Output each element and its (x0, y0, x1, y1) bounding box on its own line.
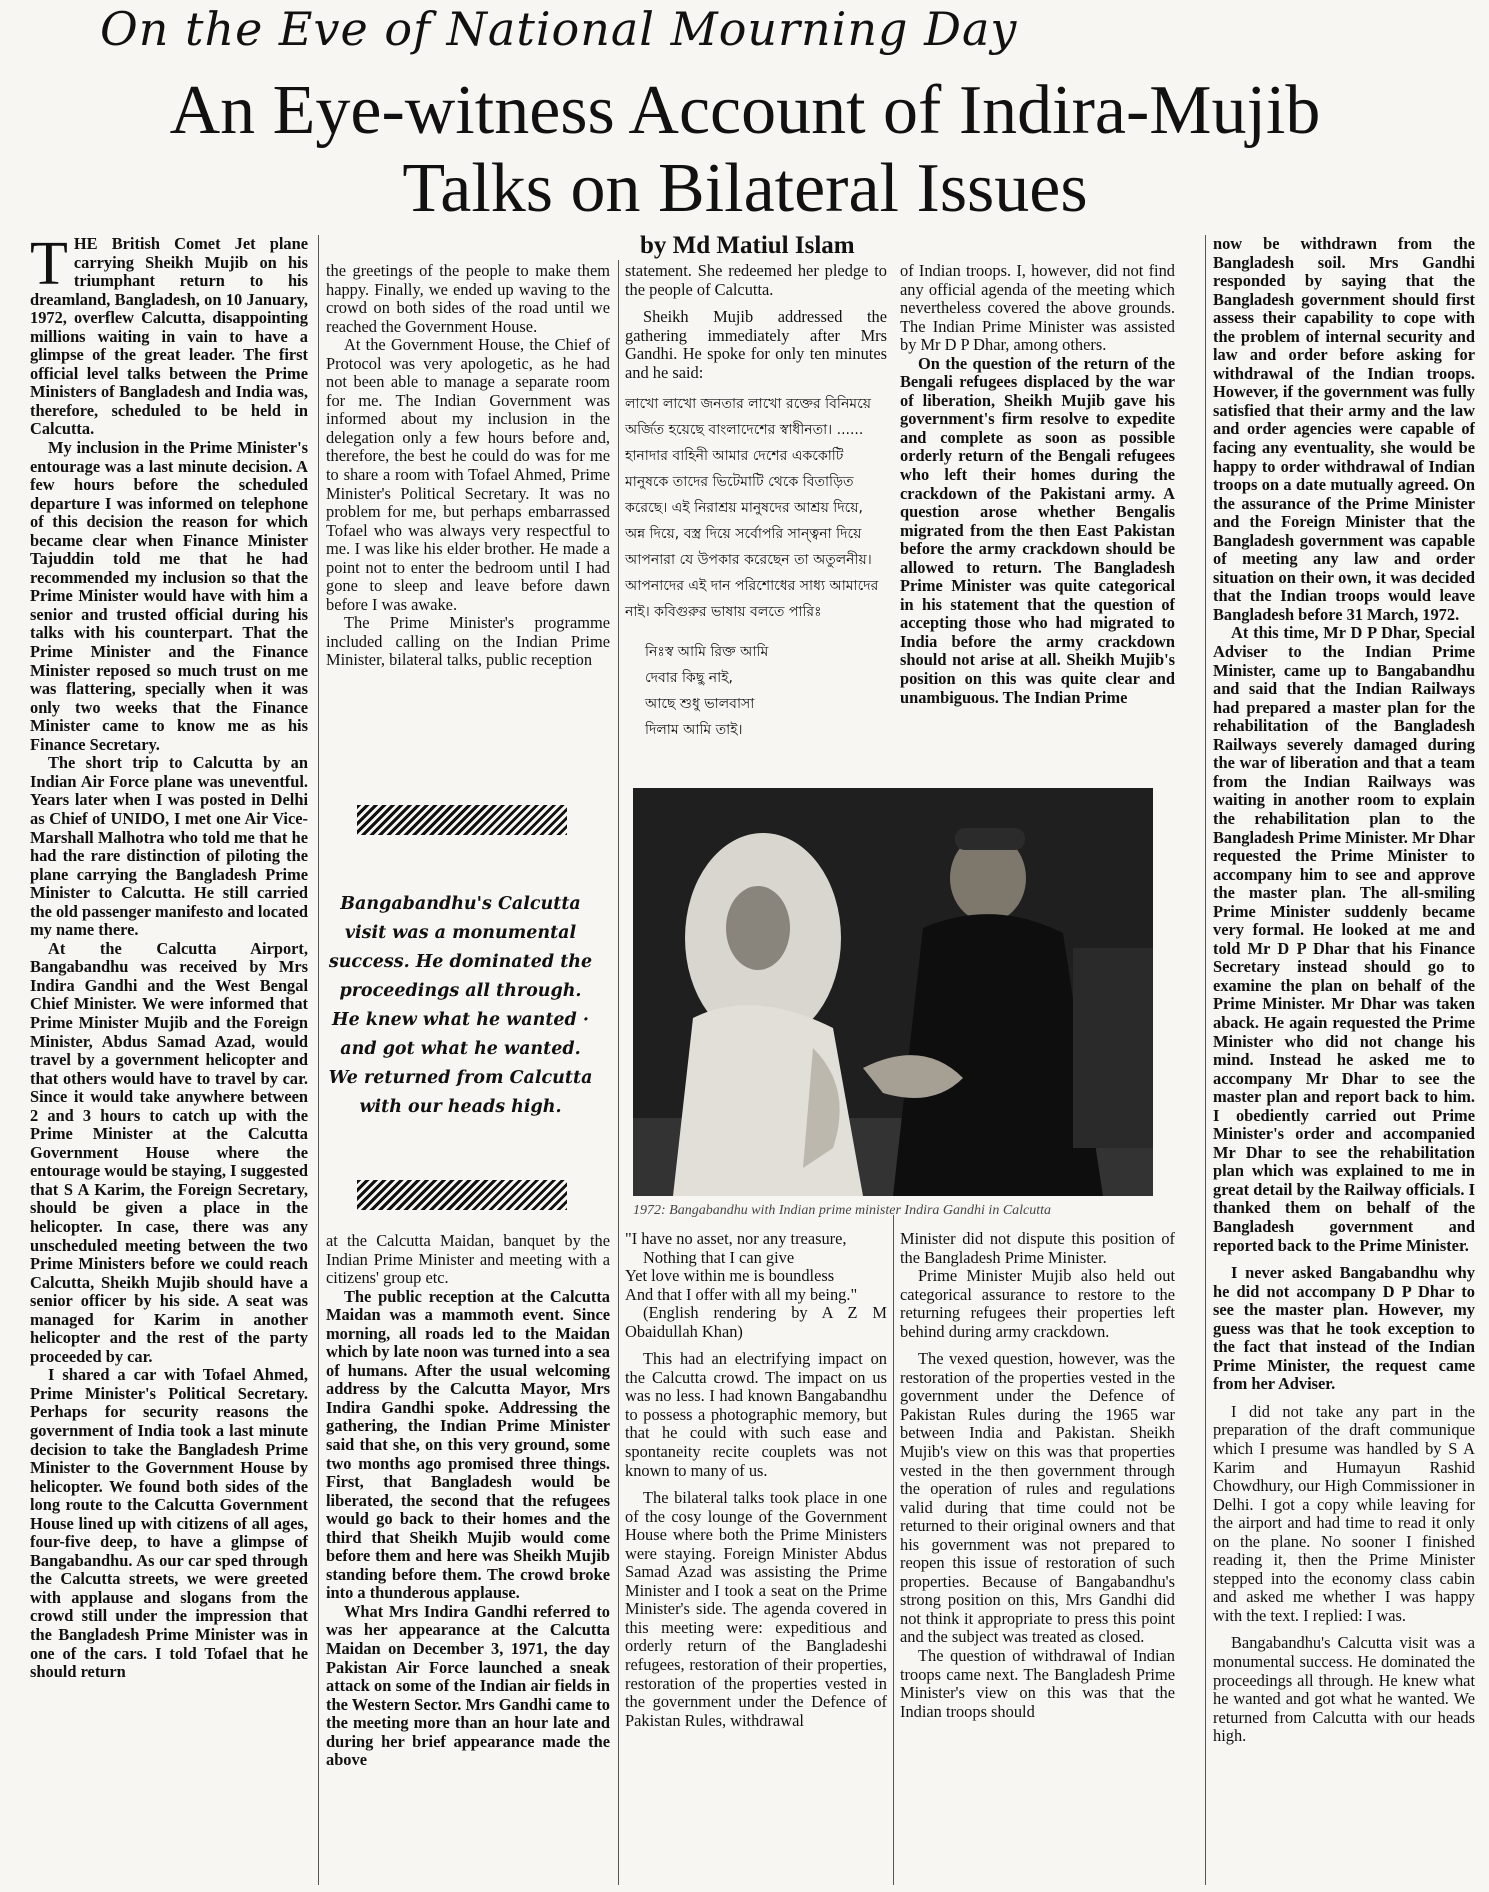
column-rule (318, 235, 319, 1885)
paragraph: The Prime Minister's programme included calling on the Indian Prime Minister, bilateral talks, public reception (326, 613, 610, 670)
paragraph: My inclusion in the Prime Minister's entourage was a last minute decision. A few hours before the scheduled departure I was informed on telephone of this decision the reason for which became clear when Finance Minister Tajuddin told me that he had recommended my inclusion so that the Prime Minister would have with him a senior and trusted official during his talks with his counterpart. That the Prime Minister and the Finance Minister reposed so much trust on me was flattering, specially when it was only two weeks that the Finance Minister came to know me as his Finance Secretary. (30, 438, 308, 754)
paragraph: The bilateral talks took place in one of the cosy lounge of the Government House where both the Prime Ministers were staying. Foreign Minister Abdus Samad Azad was assisting the Prime Minister and I took a seat on the Prime Minister's side. The agenda covered in this meeting were: expeditious and orderly return of the Bangladeshi refugees, restoration of their properties, restoration of the properties vested in the government under the Defence of Pakistan Rules, withdrawal (625, 1488, 887, 1730)
column-rule (1205, 235, 1206, 1885)
paragraph: Bangabandhu's Calcutta visit was a monumental success. He dominated the proceedings all through. He knew what he wanted and got what he wanted. We returned from Calcutta with our heads high. (1213, 1633, 1475, 1746)
paragraph: statement. She redeemed her pledge to the people of Calcutta. (625, 262, 887, 299)
paragraph: At this time, Mr D P Dhar, Special Adviser to the Indian Prime Minister, came up to Bangabandhu and said that the Indian Railways had prepared a master plan for the rehabilitation of the Bangladesh Railways severely damaged during the war of liberation and that a team from the Indian Railways was waiting in another room to explain the rehabilitation plan to the Bangladesh Prime Minister. Mr Dhar requested the Prime Minister to accompany him to see and approve the master plan. The all-smiling Prime Minister suddenly became very formal. He looked at me and told Mr D P Dhar that his Finance Secretary instead should go to examine the plan on behalf of the Prime Minister. Mr Dhar was taken aback. He again requested the Prime Minister who did not change his mind. Instead he asked me to accompany Mr Dhar to see the master plan and report back to him. I obediently carried out Prime Minister's order and accompanied Mr Dhar to see the rehabilitation plan which was explained to me in great detail by the Railway officials. I thanked them on behalf of the Bangladesh government and reported back to the Prime Minister. (1213, 623, 1475, 1255)
paragraph: I did not take any part in the preparation of the draft communique which I presume was handled by S A Karim and Humayun Rashid Chowdhury, our High Commissioner in Delhi. I got a copy while leaving for the airport and had time to read it only on the plane. No sooner I finished reading it, then the Prime Minister stepped into the economy class cabin and asked me whether I was happy with the text. I replied: I was. (1213, 1401, 1475, 1625)
kicker: On the Eve of National Mourning Day (100, 2, 1018, 56)
bengali-speech: লাখো লাখো জনতার লাখো রক্তের বিনিময়ে অর্জিত হয়েছে বাংলাদেশের স্বাধীনতা। ...... হানাদার বাহিনী আমার দেশের এককোটি মানুষকে তাদের ভিটেমাটি থেকে বিতাড়িত করেছে। এই নিরাশ্রয় মানুষদের আশ্রয় দিয়ে, অন্ন দিয়ে, বস্ত্র দিয়ে সর্বোপরি সান্ত্বনা দিয়ে আপনারা যে উপকার করেছেন তা অতুলনীয়। আপনাদের এই দান পরিশোধের সাধ্য আমাদের নাই। কবিগুরুর ভাষায় বলতে পারিঃ (625, 396, 879, 621)
paragraph: of Indian troops. I, however, did not find any official agenda of the meeting which nevertheless covered the above grounds. The Indian Prime Minister was assisted by Mr D P Dhar, among others. (900, 262, 1175, 355)
paragraph: What Mrs Indira Gandhi referred to was her appearance at the Calcutta Maidan on December 3, 1971, the day Pakistan Air Force launched a sneak attack on some of the Indian air fields in the Western Sector. Mrs Gandhi came to the meeting more than an hour late and during her brief appearance made the above (326, 1601, 610, 1770)
article-column-2-top (326, 262, 610, 802)
paragraph: Sheikh Mujib addressed the gathering immediately after Mrs Gandhi. He spoke for only ten minutes and he said: (625, 307, 887, 382)
article-column-3-top (625, 262, 887, 782)
headline-line-2: Talks on Bilateral Issues (402, 150, 1088, 227)
photo-caption: 1972: Bangabandhu with Indian prime minister Indira Gandhi in Calcutta (633, 1203, 1052, 1218)
column-rule (893, 1215, 894, 1885)
paragraph: Yet love within me is boundless (625, 1266, 835, 1286)
paragraph: at the Calcutta Maidan, banquet by the Indian Prime Minister and meeting with a citizens' group etc. (326, 1232, 610, 1288)
article-column-4-top (900, 262, 1175, 782)
paragraph: At the Calcutta Airport, Bangabandhu was received by Mrs Indira Gandhi and the West Bengal Chief Minister. We were informed that Prime Minister Mujib and the Foreign Minister, Abdus Samad Azad, would travel by a government helicopter and that others would have to travel by car. Since it would take anywhere between 2 and 3 hours to catch up with the Prime Minister at the Calcutta Government House where the entourage would be staying, I suggested that S A Karim, the Foreign Secretary, should be given a place in the helicopter. In case, there was any unscheduled meeting between the two Prime Ministers before we could reach Calcutta, Sheikh Mujib should have a senior officer by his side. A seat was managed for Karim in another helicopter and the rest of the party proceeded by car. (30, 938, 308, 1366)
paragraph: now be withdrawn from the Bangladesh soil. Mrs Gandhi responded by saying that the Bangladesh government should first assess their capability to cope with the problem of internal security and law and order before asking for withdrawal of the Indian troops. However, if the government was fully satisfied that their army and the law and order agencies were capable of facing any eventuality, she would be happy to order withdrawal of Indian troops on a date mutually agreed. On the assurance of the Prime Minister and the Foreign Minister that the Bangladesh government was capable of meeting any law and order situation on their own, it was decided that the Indian troops would leave Bangladesh before 31 March, 1972. (1213, 235, 1475, 624)
article-column-3-bottom (625, 1230, 887, 1887)
hatch-divider (357, 805, 567, 835)
poem-line: আছে শুধু ভালবাসা (645, 696, 755, 713)
paragraph: Minister did not dispute this position of the Bangladesh Prime Minister. (900, 1230, 1175, 1267)
paragraph: I never asked Bangabandhu why he did not accompany D P Dhar to see the master plan. However, my guess was that he took exception to the fact that instead of the Indian Prime Minister, the request came from her Adviser. (1213, 1263, 1475, 1394)
article-column-2-bottom (326, 1232, 610, 1887)
paragraph: the greetings of the people to make them happy. Finally, we ended up waving to the crowd on both sides of the road until we reached the Government House. (326, 262, 610, 336)
headline-line-1: An Eye-witness Account of Indira-Mujib (169, 72, 1321, 149)
paragraph: "I have no asset, nor any treasure, (625, 1230, 847, 1248)
paragraph: At the Government House, the Chief of Protocol was very apologetic, as he had not been able to manage a separate room for me. The Indian Government was informed about my inclusion in the delegation only a few hours before and, therefore, the best he could do was for me to share a room with Tofael Ahmed, Prime Minister's Political Secretary. It was no problem for me, but perhaps embarrassed Tofael who was always very respectful to me. I was like his elder brother. He made a point not to enter the bedroom until I had gone to sleep and leave before dawn before I was awake. (326, 335, 610, 614)
photo-indira-mujib (633, 788, 1153, 1196)
article-column-4-bottom (900, 1230, 1175, 1887)
paragraph: The vexed question, however, was the restoration of the properties vested in the government under the Defence of Pakistan Rules during the 1965 war between India and Pakistan. Sheikh Mujib's view on this was that properties vested in the then government through the operation of rules and regulations valid during that time could not be returned to their original owners and that his government was not prepared to reopen this issue of restoration of such properties. Because of Bangabandhu's strong position on this, Mrs Gandhi did not think it appropriate to press this point and the subject was treated as closed. (900, 1349, 1175, 1647)
column-rule (618, 260, 619, 1885)
bengali-poem (645, 639, 887, 743)
paragraph: The short trip to Calcutta by an Indian Air Force plane was uneventful. Years later when I was posted in Delhi as Chief of UNIDO, I met one Air Vice-Marshall Malhotra who told me that he had the rare distinction of piloting the plane carrying the Bangladesh Prime Minister to Calcutta. He still carried the old passenger manifesto and located my name there. (30, 753, 308, 940)
article-column-5 (1213, 235, 1475, 1885)
article-column-1 (30, 235, 308, 1885)
drop-cap: T (30, 235, 68, 298)
photo-illustration (633, 788, 1153, 1196)
paragraph: The public reception at the Calcutta Maidan was a mammoth event. Since morning, all roads led to the Maidan which by late noon was turned into a sea of humans. After the usual welcoming address by the Calcutta Mayor, Mrs Indira Gandhi spoke. Addressing the gathering, the Indian Prime Minister said that she, on this very ground, some two months ago promised three things. First, that Bangladesh would be liberated, the second that the refugees would go back to their homes and the third that Sheikh Mujib would come before them and here was Sheikh Mujib standing before them. The crowd broke into a thunderous applause. (326, 1286, 610, 1603)
poem-line: দিলাম আমি তাই। (645, 722, 743, 739)
paragraph: HE British Comet Jet plane carrying Sheikh Mujib on his triumphant return to his dreamland, Bangladesh, on 10 January, 1972, overflew Calcutta, disappointing millions waiting in vain to have a glimpse of the great leader. The first official level talks between the Prime Ministers of Bangladesh and India was, therefore, scheduled to be held in Calcutta. (30, 235, 308, 439)
poem-line: নিঃস্ব আমি রিক্ত আমি (645, 644, 769, 661)
hatch-divider (357, 1180, 567, 1210)
paragraph: I shared a car with Tofael Ahmed, Prime Minister's Political Secretary. Perhaps for security reasons the government of India took a last minute decision to take the Bangladesh Prime Minister to the Government House by helicopter. We found both sides of the long route to the Calcutta Government House lined up with citizens of all ages, four-five deep, to have a glimpse of Bangabandhu. As our car sped through the Calcutta streets, we were greeted with applause and slogans from the crowd still under the impression that the Bangladesh Prime Minister was in one of the cars. I told Tofael that he should return (30, 1365, 308, 1682)
byline: by Md Matiul Islam (640, 232, 855, 259)
headline (70, 72, 1420, 228)
pull-quote: Bangabandhu's Calcutta visit was a monumental success. He dominated the proceedings all through. He knew what he wanted · and got what he wanted. We returned from Calcutta with our heads high. (328, 894, 593, 1117)
poem-line: দেবার কিছু নাই, (645, 670, 733, 687)
paragraph: Nothing that I can give (643, 1247, 795, 1267)
paragraph: The question of withdrawal of Indian troops came next. The Bangladesh Prime Minister's view on this was that the Indian troops should (900, 1646, 1175, 1721)
paragraph: This had an electrifying impact on the Calcutta crowd. The impact on us was no less. I had known Bangabandhu to possess a photographic memory, but that he could with such ease and spontaneity recite couplets was not known to many of us. (625, 1349, 887, 1480)
paragraph: And that I offer with all my being." (625, 1284, 858, 1304)
paragraph: (English rendering by A Z M Obaidullah Khan) (625, 1303, 887, 1341)
paragraph: On the question of the return of the Bengali refugees displaced by the war of liberation, Sheikh Mujib gave his government's firm resolve to expedite and complete as soon as possible orderly return of the Bengali refugees who left their homes during the crackdown of the Pakistani army. A question arose whether Bengalis migrated from the then East Pakistan before the army crackdown should be allowed to return. The Bangladesh Prime Minister was quite categorical in his statement that the question of accepting those who had migrated to India before the army crackdown should not arise at all. Sheikh Mujib's position on this was quite clear and unambiguous. The Indian Prime (900, 353, 1175, 707)
paragraph: Prime Minister Mujib also held out categorical assurance to restore to the returning refugees their properties left behind during army crackdown. (900, 1266, 1175, 1341)
